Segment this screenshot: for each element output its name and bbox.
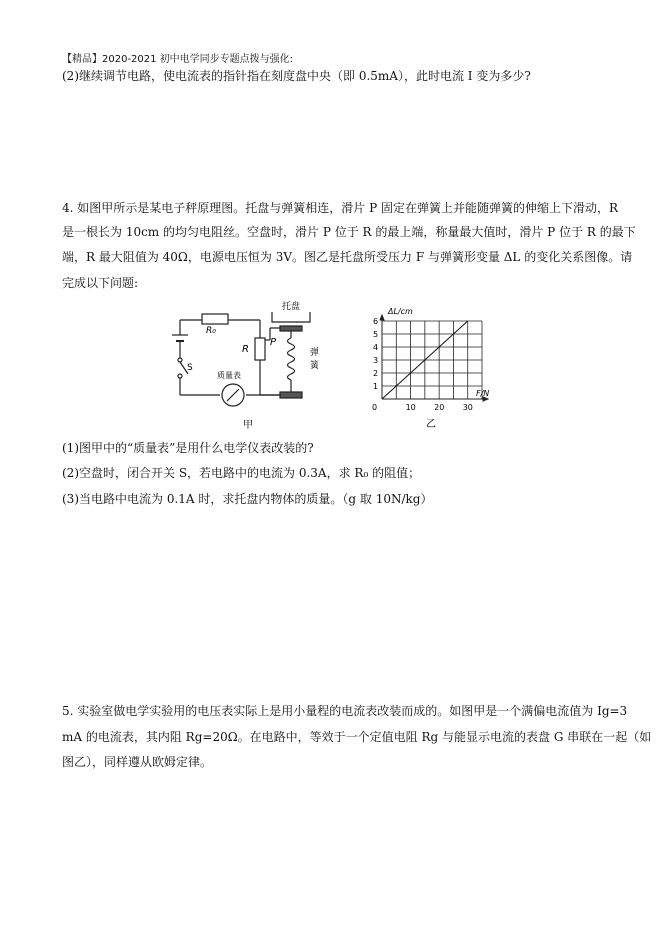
label-r: R xyxy=(242,344,249,355)
q4-line-4: 完成以下问题: xyxy=(62,276,139,290)
q4-question-3: (3)当电路中电流为 0.1A 时，求托盘内物体的质量。（g 取 10N/kg） xyxy=(62,492,433,506)
resistor-r0 xyxy=(202,314,228,324)
x-tick-label: 10 xyxy=(405,403,416,412)
y-tick-label: 3 xyxy=(373,356,379,365)
q4-line-2: 是一根长为 10cm 的均匀电阻丝。空盘时，滑片 P 位于 R 的最上端，称量最大值时，滑片 P 位于 R 的最下 xyxy=(62,225,636,239)
y-tick-label: 5 xyxy=(373,330,379,339)
caption-jia: 甲 xyxy=(243,420,253,431)
label-s: S xyxy=(187,363,193,373)
q4-question-1: (1)图甲中的“质量表”是用什么电学仪表改装的? xyxy=(62,441,314,455)
label-spring-2: 簧 xyxy=(310,361,320,371)
circuit-diagram xyxy=(160,300,335,435)
q3-part2: (2)继续调节电路，使电流表的指针指在刻度盘中央（即 0.5mA），此时电流 I 变为多少? xyxy=(62,69,531,83)
label-r0: R₀ xyxy=(206,326,216,336)
force-deformation-chart xyxy=(362,300,497,435)
x-tick-label: 0 xyxy=(372,403,378,412)
label-tray: 托盘 xyxy=(282,302,301,312)
page-header: 【精品】2020-2021 初中电学同步专题点拨与强化: xyxy=(62,54,294,65)
resistor-r xyxy=(255,338,265,360)
label-spring-1: 弹 xyxy=(310,348,320,358)
x-axis-label: F/N xyxy=(476,389,490,398)
x-tick-label: 30 xyxy=(462,403,473,412)
q4-question-2: (2)空盘时，闭合开关 S，若电路中的电流为 0.3A，求 R₀ 的阻值； xyxy=(62,466,421,480)
caption-yi: 乙 xyxy=(426,419,436,430)
q4-line-1: 4. 如图甲所示是某电子秤原理图。托盘与弹簧相连，滑片 P 固定在弹簧上并能随弹簧的伸缩上下滑动，R xyxy=(62,201,619,215)
x-tick-label: 20 xyxy=(434,403,445,412)
label-meter: 质量表 xyxy=(217,371,241,380)
y-axis-arrow xyxy=(380,315,384,320)
q4-line-3: 端，R 最大阻值为 40Ω，电源电压恒为 3V。图乙是托盘所受压力 F 与弹簧形变量 ΔL 的变化关系图像。请 xyxy=(62,250,633,264)
y-tick-label: 2 xyxy=(373,369,379,378)
q5-line-3: 图乙），同样遵从欧姆定律。 xyxy=(62,755,213,769)
q5-line-2: mA 的电流表，其内阻 Rg=20Ω。在电路中，等效于一个定值电阻 Rg 与能显示电流的表盘 G 串联在一起（如 xyxy=(62,730,652,744)
y-tick-label: 6 xyxy=(373,317,379,326)
y-tick-label: 1 xyxy=(373,382,379,391)
label-p: P xyxy=(270,337,277,348)
y-tick-label: 4 xyxy=(373,343,379,352)
y-axis-label: ΔL/cm xyxy=(388,307,413,316)
q5-line-1: 5. 实验室做电学实验用的电压表实际上是用小量程的电流表改装而成的。如图甲是一个满偏电流值为 Ig=3 xyxy=(62,704,628,718)
